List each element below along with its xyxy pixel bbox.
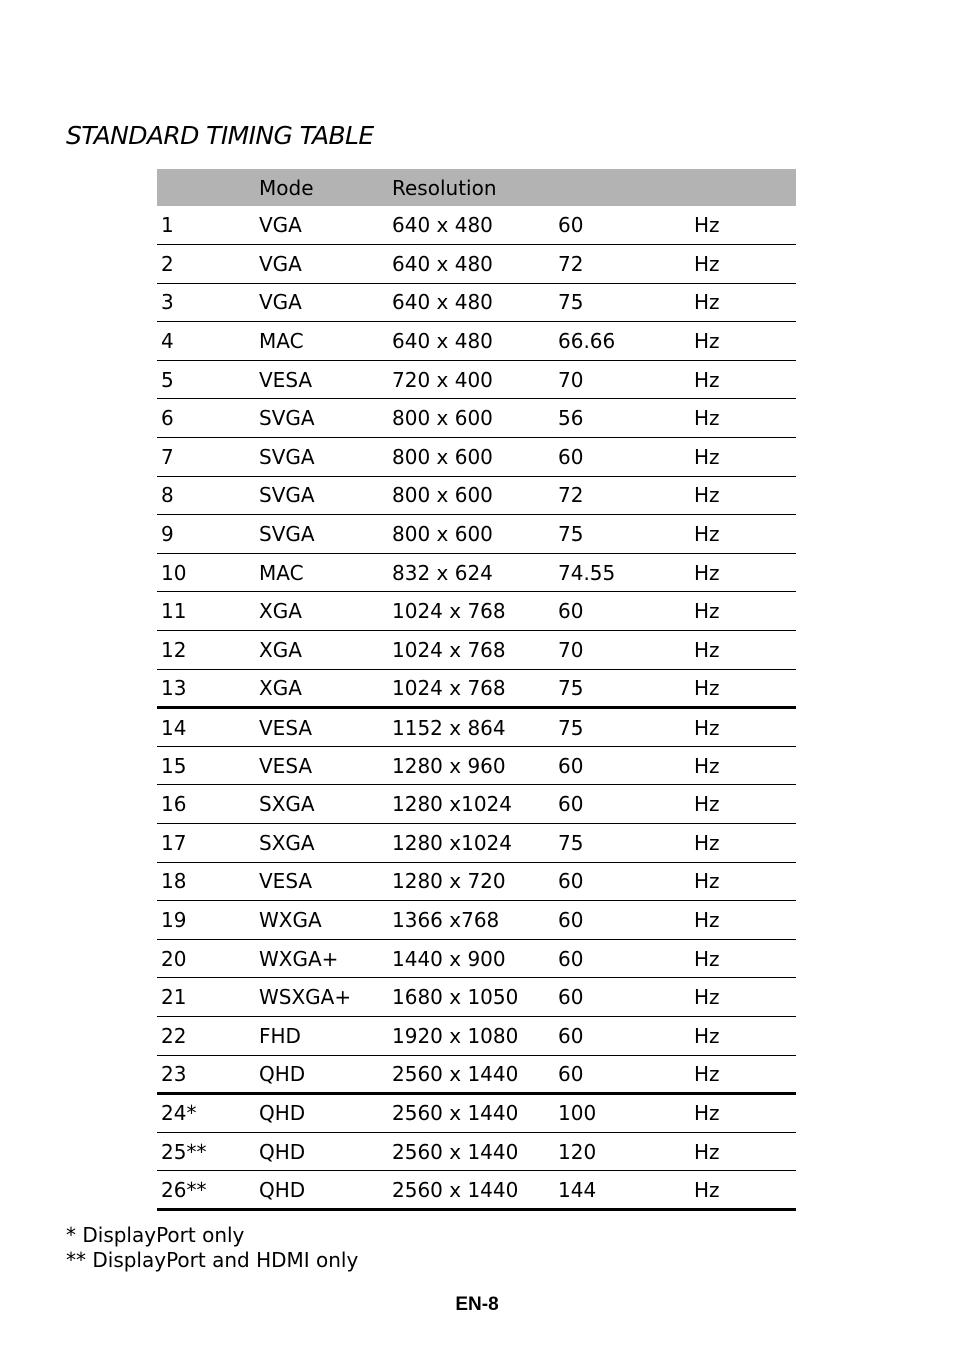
standard-timing-table bbox=[157, 169, 796, 1211]
cell-mode: SVGA bbox=[259, 483, 315, 508]
cell-frequency: 70 bbox=[558, 637, 584, 662]
cell-frequency: 60 bbox=[558, 946, 584, 971]
cell-resolution: 1366 x768 bbox=[392, 907, 500, 932]
cell-number: 26** bbox=[161, 1177, 207, 1202]
cell-frequency: 60 bbox=[558, 985, 584, 1010]
cell-number: 19 bbox=[161, 907, 187, 932]
cell-resolution: 800 x 600 bbox=[392, 483, 493, 508]
cell-mode: WSXGA+ bbox=[259, 985, 352, 1010]
cell-frequency: 60 bbox=[558, 599, 584, 624]
cell-unit: Hz bbox=[694, 637, 720, 662]
cell-frequency: 60 bbox=[558, 869, 584, 894]
table-row bbox=[157, 901, 796, 940]
cell-resolution: 1440 x 900 bbox=[392, 946, 506, 971]
cell-unit: Hz bbox=[694, 675, 720, 700]
table-row bbox=[157, 476, 796, 515]
cell-resolution: 2560 x 1440 bbox=[392, 1101, 519, 1126]
cell-resolution: 640 x 480 bbox=[392, 251, 493, 276]
cell-resolution: 640 x 480 bbox=[392, 290, 493, 315]
table-row bbox=[157, 206, 796, 245]
cell-unit: Hz bbox=[694, 367, 720, 392]
cell-number: 3 bbox=[161, 290, 174, 315]
cell-mode: QHD bbox=[259, 1139, 306, 1164]
cell-unit: Hz bbox=[694, 1061, 720, 1086]
cell-unit: Hz bbox=[694, 483, 720, 508]
page-title: STANDARD TIMING TABLE bbox=[66, 121, 374, 150]
header-number bbox=[157, 169, 255, 206]
cell-number: 7 bbox=[161, 444, 174, 469]
table-row bbox=[157, 669, 796, 708]
cell-frequency: 72 bbox=[558, 251, 584, 276]
table-row bbox=[157, 515, 796, 554]
cell-frequency: 120 bbox=[558, 1139, 597, 1164]
cell-mode: WXGA+ bbox=[259, 946, 339, 971]
cell-number: 17 bbox=[161, 830, 187, 855]
cell-resolution: 800 x 600 bbox=[392, 406, 493, 431]
cell-unit: Hz bbox=[694, 869, 720, 894]
cell-resolution: 1280 x1024 bbox=[392, 792, 512, 817]
cell-unit: Hz bbox=[694, 329, 720, 354]
table-row bbox=[157, 1171, 796, 1210]
header-mode: Mode bbox=[259, 175, 314, 200]
cell-mode: VESA bbox=[259, 367, 313, 392]
table-row bbox=[157, 939, 796, 978]
cell-number: 5 bbox=[161, 367, 174, 392]
table-row bbox=[157, 360, 796, 399]
table-row bbox=[157, 592, 796, 631]
cell-number: 4 bbox=[161, 329, 174, 354]
cell-mode: QHD bbox=[259, 1101, 306, 1126]
cell-unit: Hz bbox=[694, 406, 720, 431]
cell-mode: SVGA bbox=[259, 522, 315, 547]
cell-resolution: 1024 x 768 bbox=[392, 675, 506, 700]
cell-frequency: 60 bbox=[558, 1061, 584, 1086]
cell-resolution: 1024 x 768 bbox=[392, 637, 506, 662]
cell-resolution: 1680 x 1050 bbox=[392, 985, 519, 1010]
cell-resolution: 800 x 600 bbox=[392, 444, 493, 469]
cell-number: 1 bbox=[161, 213, 174, 238]
cell-mode: SVGA bbox=[259, 406, 315, 431]
cell-mode: WXGA bbox=[259, 907, 322, 932]
header-unit bbox=[690, 169, 796, 206]
page-number: EN-8 bbox=[455, 1294, 499, 1315]
table-row bbox=[157, 283, 796, 322]
cell-resolution: 1280 x 720 bbox=[392, 869, 506, 894]
cell-unit: Hz bbox=[694, 907, 720, 932]
cell-unit: Hz bbox=[694, 1023, 720, 1048]
cell-resolution: 800 x 600 bbox=[392, 522, 493, 547]
cell-resolution: 1152 x 864 bbox=[392, 715, 506, 740]
table-row bbox=[157, 708, 796, 747]
cell-unit: Hz bbox=[694, 1101, 720, 1126]
cell-number: 21 bbox=[161, 985, 187, 1010]
table-row bbox=[157, 438, 796, 477]
cell-frequency: 75 bbox=[558, 675, 584, 700]
cell-resolution: 832 x 624 bbox=[392, 560, 493, 585]
cell-unit: Hz bbox=[694, 830, 720, 855]
cell-number: 16 bbox=[161, 792, 187, 817]
cell-frequency: 75 bbox=[558, 290, 584, 315]
cell-unit: Hz bbox=[694, 290, 720, 315]
cell-unit: Hz bbox=[694, 946, 720, 971]
cell-unit: Hz bbox=[694, 251, 720, 276]
cell-resolution: 1024 x 768 bbox=[392, 599, 506, 624]
table-header-row bbox=[157, 169, 796, 206]
cell-frequency: 66.66 bbox=[558, 329, 616, 354]
header-resolution: Resolution bbox=[392, 175, 497, 200]
cell-resolution: 640 x 480 bbox=[392, 213, 493, 238]
cell-number: 12 bbox=[161, 637, 187, 662]
cell-resolution: 640 x 480 bbox=[392, 329, 493, 354]
cell-unit: Hz bbox=[694, 1177, 720, 1202]
cell-mode: SVGA bbox=[259, 444, 315, 469]
cell-number: 23 bbox=[161, 1061, 187, 1086]
cell-number: 14 bbox=[161, 715, 187, 740]
table-row bbox=[157, 631, 796, 670]
cell-number: 15 bbox=[161, 753, 187, 778]
cell-unit: Hz bbox=[694, 599, 720, 624]
cell-number: 22 bbox=[161, 1023, 187, 1048]
cell-frequency: 72 bbox=[558, 483, 584, 508]
cell-resolution: 1280 x1024 bbox=[392, 830, 512, 855]
table-row bbox=[157, 245, 796, 284]
cell-mode: QHD bbox=[259, 1061, 306, 1086]
cell-unit: Hz bbox=[694, 985, 720, 1010]
cell-mode: MAC bbox=[259, 329, 304, 354]
table-row bbox=[157, 1094, 796, 1133]
table-row bbox=[157, 785, 796, 824]
cell-mode: VESA bbox=[259, 753, 313, 778]
cell-frequency: 60 bbox=[558, 907, 584, 932]
cell-number: 8 bbox=[161, 483, 174, 508]
cell-mode: XGA bbox=[259, 675, 302, 700]
cell-resolution: 1920 x 1080 bbox=[392, 1023, 519, 1048]
cell-frequency: 75 bbox=[558, 522, 584, 547]
table-row bbox=[157, 862, 796, 901]
cell-number: 13 bbox=[161, 675, 187, 700]
footnote-displayport-hdmi: ** DisplayPort and HDMI only bbox=[66, 1248, 359, 1272]
cell-mode: MAC bbox=[259, 560, 304, 585]
cell-number: 9 bbox=[161, 522, 174, 547]
header-frequency bbox=[554, 169, 690, 206]
cell-unit: Hz bbox=[694, 715, 720, 740]
table-row bbox=[157, 824, 796, 863]
cell-mode: VGA bbox=[259, 213, 302, 238]
cell-unit: Hz bbox=[694, 792, 720, 817]
cell-unit: Hz bbox=[694, 444, 720, 469]
cell-unit: Hz bbox=[694, 1139, 720, 1164]
cell-unit: Hz bbox=[694, 753, 720, 778]
cell-number: 10 bbox=[161, 560, 187, 585]
table-row bbox=[157, 1132, 796, 1171]
cell-mode: VESA bbox=[259, 869, 313, 894]
cell-number: 25** bbox=[161, 1139, 207, 1164]
cell-mode: QHD bbox=[259, 1177, 306, 1202]
cell-number: 2 bbox=[161, 251, 174, 276]
cell-frequency: 100 bbox=[558, 1101, 597, 1126]
cell-frequency: 75 bbox=[558, 830, 584, 855]
cell-frequency: 60 bbox=[558, 792, 584, 817]
table-row bbox=[157, 1055, 796, 1094]
table-body bbox=[157, 206, 796, 1209]
cell-frequency: 74.55 bbox=[558, 560, 616, 585]
table-row bbox=[157, 399, 796, 438]
footnote-displayport: * DisplayPort only bbox=[66, 1223, 245, 1247]
cell-mode: SXGA bbox=[259, 792, 315, 817]
cell-resolution: 720 x 400 bbox=[392, 367, 493, 392]
table-row bbox=[157, 322, 796, 361]
cell-mode: VESA bbox=[259, 715, 313, 740]
footnotes bbox=[66, 1223, 358, 1273]
cell-number: 11 bbox=[161, 599, 187, 624]
cell-number: 24* bbox=[161, 1101, 197, 1126]
cell-frequency: 70 bbox=[558, 367, 584, 392]
cell-unit: Hz bbox=[694, 213, 720, 238]
cell-frequency: 75 bbox=[558, 715, 584, 740]
cell-mode: VGA bbox=[259, 251, 302, 276]
table-row bbox=[157, 978, 796, 1017]
cell-frequency: 144 bbox=[558, 1177, 597, 1202]
table-row bbox=[157, 553, 796, 592]
cell-frequency: 60 bbox=[558, 753, 584, 778]
table-row bbox=[157, 1016, 796, 1055]
cell-mode: FHD bbox=[259, 1023, 301, 1048]
table-row bbox=[157, 746, 796, 785]
cell-number: 18 bbox=[161, 869, 187, 894]
cell-unit: Hz bbox=[694, 522, 720, 547]
cell-mode: VGA bbox=[259, 290, 302, 315]
cell-mode: XGA bbox=[259, 599, 302, 624]
cell-mode: XGA bbox=[259, 637, 302, 662]
cell-mode: SXGA bbox=[259, 830, 315, 855]
cell-resolution: 1280 x 960 bbox=[392, 753, 506, 778]
cell-resolution: 2560 x 1440 bbox=[392, 1061, 519, 1086]
cell-frequency: 56 bbox=[558, 406, 584, 431]
cell-frequency: 60 bbox=[558, 1023, 584, 1048]
cell-frequency: 60 bbox=[558, 213, 584, 238]
cell-number: 6 bbox=[161, 406, 174, 431]
cell-frequency: 60 bbox=[558, 444, 584, 469]
cell-number: 20 bbox=[161, 946, 187, 971]
cell-unit: Hz bbox=[694, 560, 720, 585]
cell-resolution: 2560 x 1440 bbox=[392, 1177, 519, 1202]
cell-resolution: 2560 x 1440 bbox=[392, 1139, 519, 1164]
